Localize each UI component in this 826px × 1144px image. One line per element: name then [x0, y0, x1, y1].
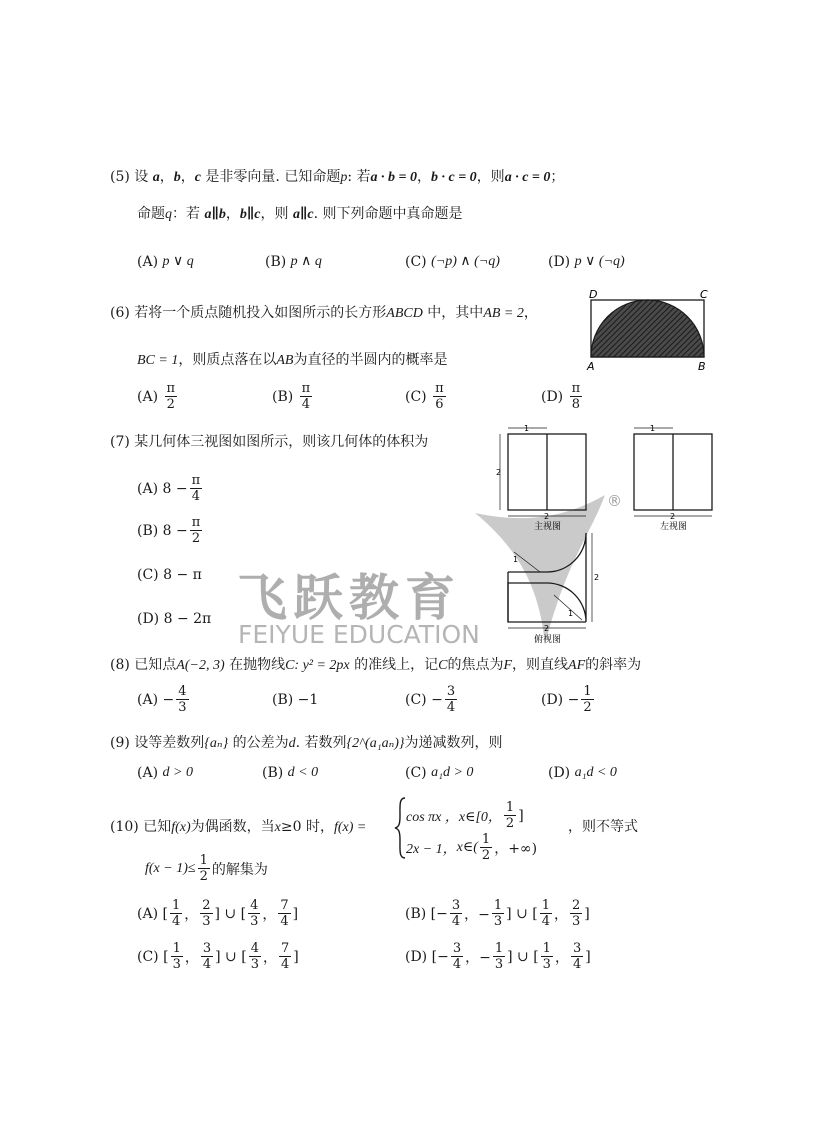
- q6-number: (6): [110, 305, 130, 321]
- q10-line-1-end: ，则不等式: [568, 819, 638, 835]
- q7-front-dim-left: 2: [496, 468, 502, 477]
- q10-piece-1: cos πx ， x∈[0， $\frac{1}{2}$ ]: [406, 800, 524, 831]
- q10-fraction: $\frac{1}{4}$: [541, 898, 551, 929]
- q5-option-c[interactable]: (C) (¬p) ∧ (¬q): [405, 253, 500, 270]
- q6-label-a: A: [587, 360, 595, 372]
- q7-front-dim-bottom: 2: [544, 512, 550, 521]
- q7-front-view-label: 主视图: [534, 522, 562, 532]
- q5-option-b[interactable]: (B) p ∧ q: [265, 253, 322, 270]
- q8-option-b[interactable]: (B) −1: [272, 692, 319, 708]
- q7-top-dim-bottom: 2: [544, 624, 550, 633]
- q10-fraction: $\frac{4}{3}$: [250, 941, 259, 972]
- q6-option-b[interactable]: (B) $\frac{\pi}{4}$: [272, 381, 311, 412]
- q10-option-c[interactable]: (C) [ $\frac{1}{3}$ ， $\frac{3}{4}$ ] ∪ [ $\frac{4}{3}$ ， $\frac{7}{4}$ ]: [137, 941, 299, 972]
- q10-fraction: $\frac{2}{3}$: [572, 898, 581, 929]
- q6-option-c[interactable]: (C) $\frac{\pi}{6}$: [405, 381, 444, 412]
- q5-option-a[interactable]: (A) p ∨ q: [137, 253, 194, 270]
- q6-line-1: (6) 若将一个质点随机投入如图所示的长方形ABCD 中，其中AB = 2，: [110, 305, 538, 321]
- q5-line-1: (5) 设 a，b，c 是非零向量. 已知命题p: 若a · b = 0，b · c = 0，则a · c = 0；: [110, 169, 565, 185]
- q8-number: (8): [110, 657, 130, 673]
- q7-line: (7) 某几何体三视图如图所示，则该几何体的体积为: [110, 434, 429, 450]
- q9-line: (9) 设等差数列{aₙ} 的公差为d. 若数列{2^(a₁aₙ)}为递减数列，则: [110, 735, 503, 751]
- q9-number: (9): [110, 735, 130, 751]
- q10-piece-2: 2x − 1， x∈( $\frac{1}{2}$ ，+∞): [406, 832, 538, 863]
- q10-fraction: $\frac{7}{4}$: [280, 941, 290, 972]
- q7-side-view-label: 左视图: [660, 522, 688, 532]
- q10-option-a[interactable]: (A) [ $\frac{1}{4}$ ， $\frac{2}{3}$ ] ∪ [ $\frac{4}{3}$ ， $\frac{7}{4}$ ]: [137, 898, 299, 929]
- q5-line-2: 命题q：若 a∥b，b∥c，则 a∥c. 则下列命题中真命题是: [137, 206, 463, 222]
- q6-line-2: BC = 1，则质点落在以AB为直径的半圆内的概率是: [137, 352, 448, 368]
- q7-option-b[interactable]: (B) 8 − $\frac{\pi}{2}$: [137, 515, 201, 546]
- q9-option-b[interactable]: (B) d < 0: [262, 765, 319, 781]
- q9-option-c[interactable]: (C) a₁d > 0: [405, 765, 474, 781]
- q10-fraction: $\frac{1}{3}$: [172, 941, 181, 972]
- q7-side-dim-top: 1: [650, 424, 656, 433]
- q10-fraction: $\frac{7}{4}$: [280, 898, 289, 929]
- q10-fraction: $\frac{3}{4}$: [572, 941, 582, 972]
- q10-fraction: $\frac{3}{4}$: [202, 941, 212, 972]
- q7-top-dim-radius-2: 1: [568, 609, 574, 618]
- q8-line: (8) 已知点A(−2, 3) 在抛物线C: y² = 2px 的准线上，记C的焦点为F，则直线AF的斜率为: [110, 657, 642, 673]
- q7-side-dim-bottom: 2: [670, 512, 676, 521]
- q10-brace: [393, 796, 407, 860]
- q10-fraction: $\frac{1}{3}$: [542, 941, 551, 972]
- q6-label-c: C: [700, 288, 708, 301]
- q7-option-d[interactable]: (D) 8 − 2π: [137, 611, 212, 627]
- watermark-chinese-text: 飞跃教育: [237, 569, 461, 627]
- q10-fraction: $\frac{3}{4}$: [451, 898, 461, 929]
- q6-option-a[interactable]: (A) $\frac{\pi}{2}$: [137, 381, 176, 412]
- q10-number: (10): [110, 819, 139, 835]
- q6-rectangle-semicircle-figure: [582, 286, 712, 372]
- q6-option-d[interactable]: (D) $\frac{\pi}{8}$: [541, 381, 581, 412]
- q7-front-dim-top: 1: [524, 424, 530, 433]
- q10-line-1: (10) 已知f(x)为偶函数，当x≥0 时，f(x) =: [110, 819, 367, 835]
- q7-option-a[interactable]: (A) 8 − $\frac{\pi}{4}$: [137, 473, 201, 504]
- q10-option-d[interactable]: (D) [− $\frac{3}{4}$ ，− $\frac{1}{3}$ ] ∪ [ $\frac{1}{3}$ ， $\frac{3}{4}$ ]: [405, 941, 591, 972]
- q10-line-2: f(x − 1)≤ $\frac{1}{2}$ 的解集为: [145, 853, 268, 884]
- q9-option-d[interactable]: (D) a₁d < 0: [548, 765, 617, 781]
- q5-option-d[interactable]: (D) p ∨ (¬q): [548, 253, 625, 270]
- watermark-english-text: FEIYUE EDUCATION: [238, 620, 480, 649]
- q7-top-dim-right: 2: [594, 573, 600, 582]
- q8-option-c[interactable]: (C) − $\frac{3}{4}$: [405, 684, 456, 715]
- q6-label-d: D: [589, 288, 598, 301]
- q10-fraction: $\frac{3}{4}$: [452, 941, 462, 972]
- q7-top-dim-radius-1: 1: [513, 555, 519, 564]
- q9-option-a[interactable]: (A) d > 0: [137, 765, 193, 781]
- q10-option-b[interactable]: (B) [− $\frac{3}{4}$ ，− $\frac{1}{3}$ ] ∪ [ $\frac{1}{4}$ ， $\frac{2}{3}$ ]: [405, 898, 590, 929]
- watermark-registered-mark: ®: [607, 492, 622, 510]
- q10-fraction: $\frac{1}{3}$: [493, 898, 503, 929]
- q5-number: (5): [110, 169, 130, 185]
- q10-fraction: $\frac{4}{3}$: [250, 898, 259, 929]
- q10-fraction: $\frac{1}{3}$: [494, 941, 504, 972]
- q8-option-a[interactable]: (A) − $\frac{4}{3}$: [137, 684, 187, 715]
- q8-option-d[interactable]: (D) − $\frac{1}{2}$: [541, 684, 592, 715]
- q7-number: (7): [110, 434, 130, 450]
- q7-top-view-label: 俯视图: [534, 635, 562, 645]
- q7-option-c[interactable]: (C) 8 − π: [137, 567, 202, 583]
- q10-fraction: $\frac{2}{3}$: [202, 898, 211, 929]
- q6-label-b: B: [698, 360, 706, 372]
- q10-fraction: $\frac{1}{4}$: [171, 898, 181, 929]
- q7-three-views-figure: [494, 420, 724, 650]
